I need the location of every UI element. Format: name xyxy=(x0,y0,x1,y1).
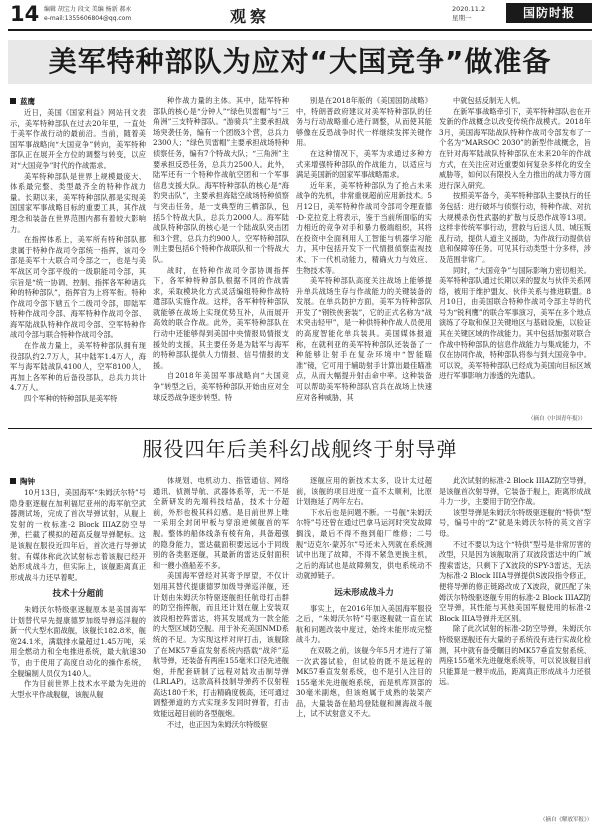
article2-credit: （摘自《解放军报》） xyxy=(540,817,593,823)
paragraph: 四个军种的特种部队是美军特 xyxy=(24,394,118,404)
paragraph: 美国海军曾经对其寄予厚望，不仅计划用其替代提康德罗加级导弹巡洋舰，还计划由朱姆沃尔特驱逐舰担任航母打击群的防空指挥舰，而且还计划在舰上安装双波段相控阵雷达，将其发展成为一款全能的大型区域防空舰。用于补充美国NMD系统的不足。为实现这样对岸打击，该舰除了在MK57垂直发射系统内搭载“战斧”巡航导弹，还装备有两座155毫米口径先进舰炮，并配套研制了远程对陆攻击制导弹(LRLAP)，这款高科技制导弹药不仅射程高达180千米，打击精确度极高，还可通过调整弹道的方式实现多发同时弹着，打击效能远超目前的各型舰炮。 xyxy=(153,571,289,719)
paragraph: 中就包括反制无人机。 xyxy=(453,96,525,105)
article1-credit: （摘自《中国青年报》） xyxy=(528,416,586,422)
byline-square-icon xyxy=(10,478,16,484)
paragraph: 10月13日，美国海军“朱姆沃尔特”号隐身驱逐舰在加利福尼亚州的海军航空武器测试场，完成了首次导弹试射，从舰上发射的一枚标准-2 Block IIIAZ防空导弹，拦截了模拟的超高反舰导弹靶标。这是该舰在服役近四年后，首次进行导弹试射。有媒体称此次试射标志着该舰已经开始形成战斗力，但实际上，该舰距离真正形成战斗力还早着呢。 xyxy=(10,488,146,582)
article2-headline: 服役四年后美科幻战舰终于射导弹 xyxy=(142,437,458,461)
paragraph: 不过不要以为这个“特供”型号是非常厉害的改型，只是因为该舰取消了双波段雷达中的广域搜索雷达，只剩下了X波段的SPY-3雷达，无法为标准-2 Block IIIA导弹提供S波段指令修正，便将导弹的修正链路改成了X波段，就匹配了朱姆沃尔特级驱逐舰专用的标准-2 Block IIIAZ防空导弹，其性能与其他美国军舰使用的标准-2 Block IIIA导弹并无区别。 xyxy=(439,539,591,623)
email-line: e-mail:1355606804@qq.com xyxy=(44,15,132,22)
weekday-text: 星期一 xyxy=(452,14,472,22)
paragraph: 同时，“大国竞争”与国际影响力密切相关。美军特种部队通过长期以来的盟友与伙伴关系网络，被用于维护盟友、伙伴关系与推进联盟。8月10日，由美国联合特种作战司令部主导的代号为“锐利鹰”的联合军事演习，美军在多个地点演练了夺取和保卫关键地区与基础设施，以验证其在关键区域的作战能力。其中包括加强对联合作战中特种部队的信息作战能力与集成能力，不仅在协同作战，特种部队将参与到大国竞争中。可以说，美军特种部队已经成为美国向目标区域进行军事影响力渗透的先遣队。 xyxy=(439,265,591,381)
article2-byline xyxy=(10,476,35,487)
page-number: 14 xyxy=(10,2,40,26)
editor-info xyxy=(44,5,132,23)
paragraph: 体规划、电机动力、指管通信、网络通讯、侦测导航、武器体系等，无一不是全新研发的先端科技结晶，技术十分超前，外形也极其科幻感。是目前世界上唯一采用全封闭甲板与穿浪逆倾舰首的军舰。整体的船体线条有棱有角，具备超强的隐身能力，雷达截面积要远远小于同级别的各类驱逐舰，其最新的雷达反射面积和一艘小渔船差不多。 xyxy=(153,476,289,570)
article1-author: 蓝鹰 xyxy=(20,97,35,106)
article2-column-2 xyxy=(153,476,289,818)
paragraph: 战时，在特种作战司令部协调指挥下，各军种特种部队根据不同的作战需求，采取模块化方式灵活编组特种作战特遣部队实施作战。这样，各军种特种部队就能够在战场上实现优势互补，从而展开高效的联合作战。此外，美军特种部队在行动中还能够得到美国中央情报局情报支援处的支援，其主要任务是为陆军与海军的特种部队提供人力情报、信号情报的支援。 xyxy=(153,265,289,370)
article2-author: 陶钟 xyxy=(20,477,35,486)
header-rule xyxy=(8,29,592,31)
article-divider xyxy=(8,428,592,429)
paragraph: 在这种情况下，美军为求通过多种方式来增强特种部队的作战能力，以适应与满足美国新的国家军事战略需求。 xyxy=(296,148,432,180)
paragraph: 在指挥体系上，美军所有特种部队都隶属于特种作战司令部统一指挥，该司令部是美军十大联合司令部之一，也是与美军战区司令部平级的一级职能司令部，其宗旨是“统一协调、控制、指挥各军种诸兵种的特种部队”，指挥官为上将军衔。特种作战司令部下辖五个二级司令部，即陆军特种作战司令部、海军特种作战司令部、海军陆战队特种作战司令部、空军特种作战司令部与联合特种作战司令部。 xyxy=(10,235,146,340)
article1-byline xyxy=(10,96,35,107)
byline-square-icon xyxy=(10,98,16,104)
article2-column-3 xyxy=(296,476,432,818)
section-title: 观察 xyxy=(230,7,271,26)
subheading: 技术十分超前 xyxy=(52,589,104,600)
article2-column-1 xyxy=(10,488,146,818)
editor-line: 编辑 胡宝力 段文 美编 杨新 郝永 xyxy=(44,6,132,13)
paragraph: 按照美军备今，美军特种部队主要执行的任务包括：进行破坏与侦察行动，特种作战、对抗大规模杀伤性武器的扩散与反恐作战等13项。这样非传统军事行动，营救与后送人员、城压叛乱行动，提供人道主义援助，为作战行动提供信息和保障等任务。可见其行动类型十分多样，涉及范围非常广。 xyxy=(439,191,591,264)
paragraph: 朱姆沃尔特级驱逐舰原本是美国海军计划替代早先提康德罗加级导弹巡洋舰的新一代大型水面战舰，该舰长182.8米，舰宽24.1米，满载排水量超过1.45万吨，采用全燃动力和全电推进系统，最大航速30节，由于使用了高度自动化的操作系统，全舰编制人员仅为140人。 xyxy=(10,604,146,678)
subheading: 远未形成战斗力 xyxy=(334,587,394,598)
paragraph: 在双吸之前，该舰今年5月才进行了第一次武器试验，但试验的既不是远程的MK57垂直发射系统，也不是引入注目的155毫米先进舰炮系统，而是机库顶部的30毫米副炮，但该炮属于成熟的装架产品，大量装备在船坞登陆舰和濒海战斗舰上，试不试射意义不大。 xyxy=(296,645,432,719)
article1-column-1 xyxy=(10,108,146,418)
paragraph: 逐舰应用的新技术太多，设计太过超前，该舰的项目进度一直不太顺利，比原计划拖延了两年左右。 xyxy=(296,476,432,507)
paragraph: 此次试射的标准-2 Block IIIAZ防空导弹，是该舰首次射导弹，它装备于舰上，距离形成战斗力一步，主要用于防空作战。 xyxy=(439,476,591,507)
paragraph: 自2018年美国军事战略向“大国竞争”转型之后，美军特种部队开始由应对全球反恐战争逐步转型。特 xyxy=(153,371,289,402)
article1-column-3 xyxy=(296,96,432,418)
paragraph: 近日，美国《国家利益》网站刊文表示，美军特种部队在过去20年里，一直处于美军作战行动的最前沿。当前，随着美国军事战略向“大国竞争”转向，美军特种部队正在展开全方位的调整与转变，以应对“大国竞争”时代的作战需求。 xyxy=(10,108,146,170)
paragraph: 该型导弹是朱姆沃尔特级驱逐舰的“特供”型号，编号中的“Z”就是朱姆沃尔特的英文首字母。 xyxy=(439,507,591,538)
paragraph: 种作战力量的主体。其中，陆军特种部队的核心是“分钟人”“绿色贝雷帽”与“三角洲”三支特种部队。“游骑兵”主要承担战场突袭任务，编有一个团级3个营，总兵力2300人；“绿色贝雷帽”主要承担战场特种侦察任务，编有7个特战大队；“三角洲”主要承担反恐任务，总兵力2500人。此外，陆军还有一个特种作战航空团和一个军事信息支援大队。海军特种部队的核心是“海豹突击队”，主要承担海陆空战场特种侦察与突击任务，是一支典型的三栖部队，包括5个特战大队，总兵力2000人。海军陆战队特种部队的核心是一个陆战队突击团和3个营，总兵力约900人。空军特种部队则主要包括6个特种作战联队和一个特战大队。 xyxy=(153,96,289,264)
paragraph: 别是在2018年版的《美国国防战略》中，特朗普政府建议对美军特种部队的任务与行动战略重心进行调整，从而使其能够像在反恐战争时代一样继续发挥关键作用。 xyxy=(296,96,432,148)
paragraph: 下水后也是问题不断。一号舰“朱姆沃尔特”号还曾在通过巴拿马运河时突发故障搁浅，最后不得不拖到船厂维修；二号舰“迈克尔·蒙苏尔”号还未入列就在系统测试中出现了故障，不得不紧急更换主机，之后的海试也是故障频发，供电系统动不动就掉链子。 xyxy=(296,507,432,581)
paragraph: 在新军事战略牵引下，美军特种部队也在开发新的作战概念以改变传统作战模式。2018年3月，美国海军陆战队特种作战司令部发布了一个名为“MARSOC 2030”的新型作战概念，旨在针对海军陆战队特种部队在未来20年的作战方式，在关注应对近重要如何复杂多样化的安全威胁等，如何以有限投入全力推出的战力等方面进行深入研究。 xyxy=(439,106,591,190)
page-header xyxy=(0,0,600,30)
article1-column-2 xyxy=(153,96,289,418)
article2-column-4 xyxy=(439,476,591,810)
date-text: 2020.11.2 xyxy=(452,5,486,13)
paragraph: 不过，也正因为朱姆沃尔特级驱 xyxy=(167,719,268,729)
paragraph: 近年来，美军特种部队为了抢占未来战争的先机，非常重视超前应用新技术。5月12日，美军特种作战司令部司令理查德·D·克拉克上将表示，鉴于当前所面临的实力相近的竞争对手和暴力极端组织，其将在投资中全面利用人工智能与机器学习能力，其中包括开发下一代情报侦察监视技术、下一代机动能力，精确火力与效应、生物技术等。 xyxy=(296,180,432,275)
paragraph: 在作战力量上，美军特种部队拥有现役部队约2.7万人，其中陆军1.4万人，海军与海军陆战队4100人，空军8100人，再加上各军种的后备役部队，总兵力共计4.7万人。 xyxy=(10,341,146,393)
article1-column-4 xyxy=(439,96,591,410)
masthead-logo: 国防时报 xyxy=(506,3,592,23)
issue-date xyxy=(452,5,485,23)
paragraph: 作为目前世界上技术水平最为先进的大型水平作战舰舰，该舰从舰 xyxy=(10,679,146,699)
paragraph: 美军特种部队是世界上规模最庞大、体系最完整、类型最齐全的特种作战力量。长期以来，美军特种部队都是实现美国国家军事战略目标的重要工具，其作战理念和装备在世界范围内都有着较大影响力。 xyxy=(10,171,146,234)
paragraph: 事实上，在2016年加入美国海军服役之后，“朱姆沃尔特”号驱逐舰就一直在试航和问题改装中度过，始终未能形成完整战斗力。 xyxy=(296,603,432,645)
paragraph: 美军特种部队高度关注战场上能够提升单兵战场生存与作战能力的关键装备的发展。在单兵防护方面，美军为特种部队开发了“钢铁侠套装”，它的正式名称为“战术突击轻甲”，是一种供特种作战人员使用的高度智能化单兵装具。美国媒体报道称，在就利亚的美军特种部队还装备了一种能够让射手在复杂环境中“智能瞄准”镜，它可用于辅助射手计算出最佳瞄准点，从而大幅提升射击命中率。这种装备可以帮助美军特种部队官兵在战场上快速应对各种威胁，其 xyxy=(296,276,432,402)
paragraph: 除了此次试射的标准-2防空导弹，朱姆沃尔特级驱逐舰还有大量的子系统没有进行实战化检测，其中就有备受瞩目的MK57垂直发射系统、两座155毫米先进舰炮系统等，可以说该舰目前只能算是一艘半成品，距离真正形成战斗力还很远。 xyxy=(439,624,591,687)
article1-headline: 美军特种部队为应对“大国竞争”做准备 xyxy=(8,40,592,84)
